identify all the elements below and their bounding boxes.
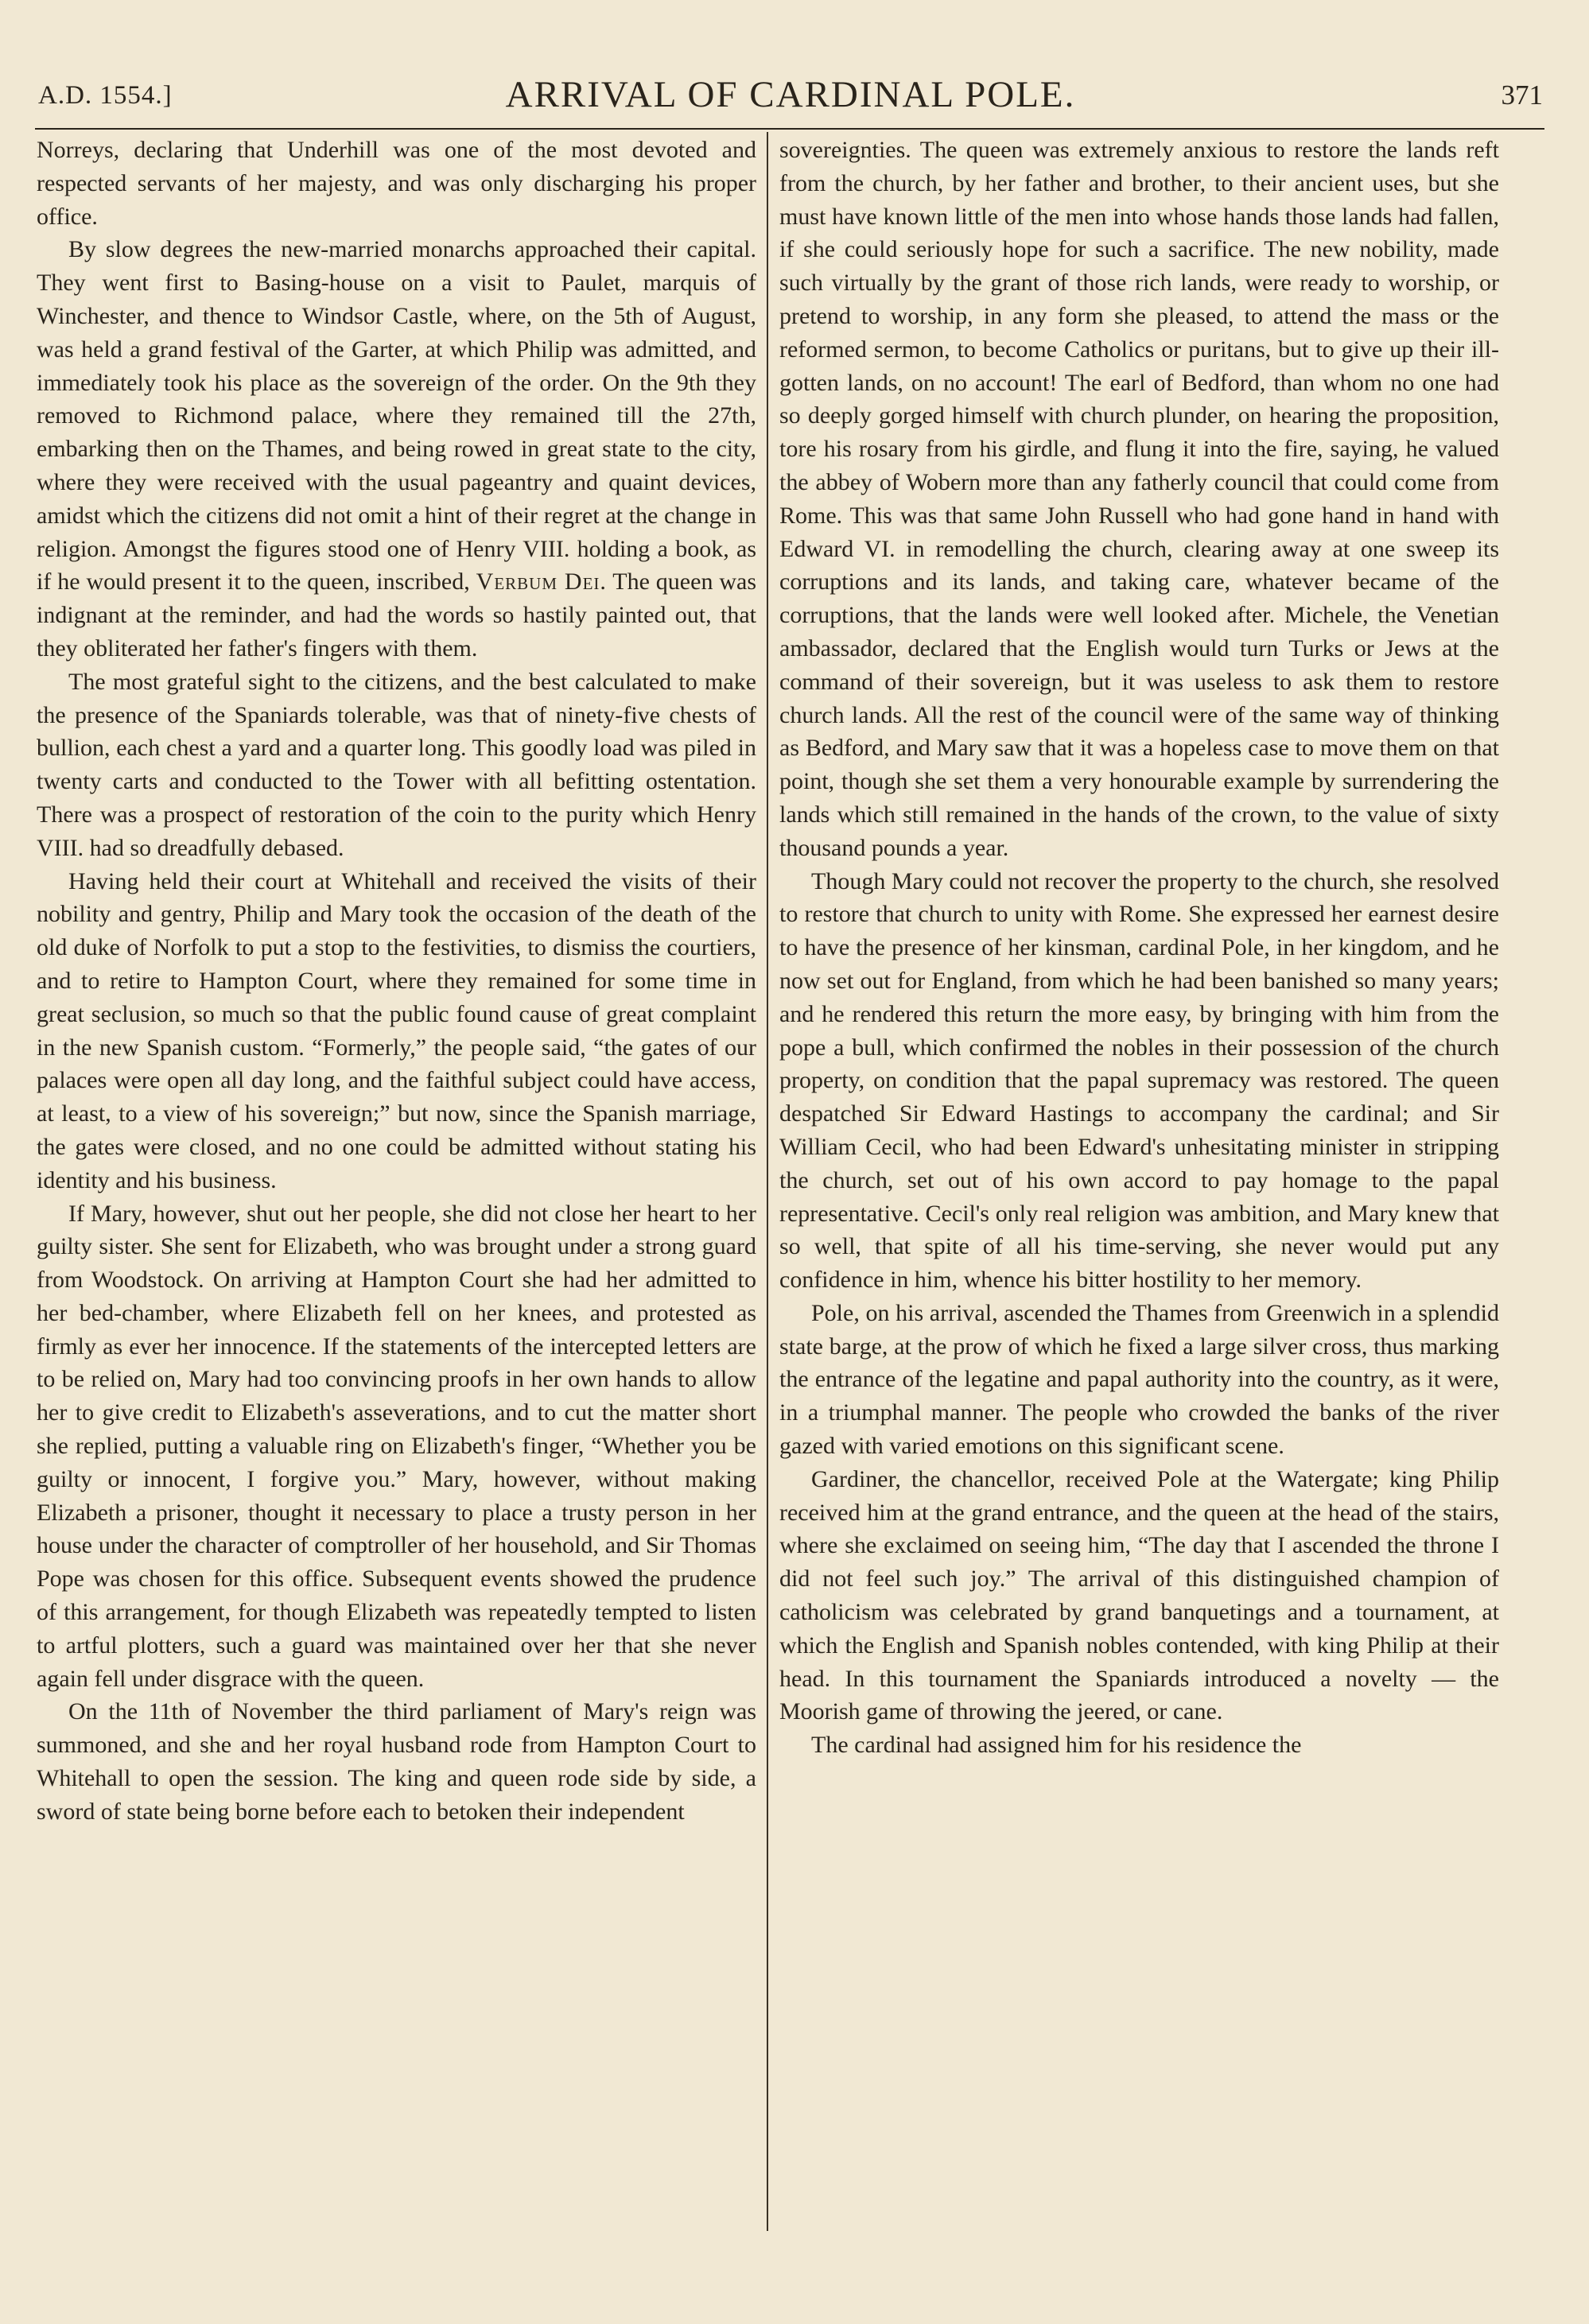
paragraph: If Mary, however, shut out her people, she did not close her heart to her guilty sister. She sent for Elizabeth, who was brought under a strong guard from Woodstock. On arriving at Hampton Court she had her admitted to her bed-chamber, where Elizabeth fell on her knees, and protested as firmly as ever her innocence. If the statements of the intercepted letters are to be relied on, Mary had too convincing proofs in her own hands to allow her to give credit to Elizabeth's asseverations, and to cut the matter short she replied, putting a valuable ring on Elizabeth's finger, “Whether you be guilty or innocent, I forgive you.” Mary, however, without making Elizabeth a prisoner, thought it necessary to place a trusty person in her house under the character of comptroller of her household, and Sir Thomas Pope was chosen for this office. Subsequent events showed the prudence of this arrangement, for though Elizabeth was repeatedly tempted to listen to artful plotters, such a guard was maintained over her that she never again fell under disgrace with the queen. [37, 1200, 756, 1692]
paragraph: sovereignties. The queen was extremely anxious to restore the lands reft from the church, by her father and brother, to their ancient uses, but she must have known little of the men into whose hands those lands had fallen, if she could seriously hope for such a sacrifice. The new nobility, made such virtually by the grant of those rich lands, were ready to worship, or pretend to worship, in any form she pleased, to attend the mass or the reformed sermon, to become Catholics or puritans, but to give up their ill-gotten lands, on no account! The earl of Bedford, than whom no one had so deeply gorged himself with church plunder, on hearing the proposition, tore his rosary from his girdle, and flung it into the fire, saying, he valued the abbey of Wobern more than any fatherly council that could come from Rome. This was that same John Russell who had gone hand in hand with Edward VI. in remodelling the church, clearing away at one sweep its corruptions and its lands, and taking care, whatever became of the corruptions, that the lands were well looked after. Michele, the Venetian ambassador, declared that the English would turn Turks or Jews at the command of their sovereign, but it was useless to ask them to restore church lands. All the rest of the council were of the same way of thinking as Bedford, and Mary saw that it was a hopeless case to move them on that point, though she set them a very honourable example by surrendering the lands which still remained in the hands of the crown, to the value of sixty thousand pounds a year. [779, 137, 1499, 861]
page-number: 371 [1501, 80, 1543, 111]
paragraph: Though Mary could not recover the property to the church, she resolved to restore that church to unity with Rome. She expressed her earnest desire to have the presence of her kinsman, cardinal Pole, in her kingdom, and he now set out for England, from which he had been banished so many years; and he rendered this return the more easy, by bringing with him from the pope a bull, which confirmed the nobles in their possession of the church property, on condition that the papal supremacy was restored. The queen despatched Sir Edward Hastings to accompany the cardinal; and Sir William Cecil, who had been Edward's unhesitating minister in stripping the church, set out of his own accord to pay homage to the papal representative. Cecil's only real religion was ambition, and Mary knew that so well, that spite of all his time-serving, she never would put any confidence in him, whence his bitter hostility to her memory. [779, 867, 1499, 1294]
paragraph: The cardinal had assigned him for his residence the [811, 1732, 1302, 1759]
paragraph: The most grateful sight to the citizens, and the best calculated to make the presence of the Spaniards tolerable, was that of ninety-five chests of bullion, each chest a yard and a quarter long. This goodly load was piled in twenty carts and conducted to the Tower with all befitting ostentation. There was a prospect of restoration of the coin to the purity which Henry VIII. had so dreadfully debased. [37, 668, 756, 861]
inscription-text: Verbum Dei. [476, 568, 607, 596]
right-column [779, 134, 1499, 1762]
column-divider [767, 132, 768, 2231]
paragraph-text: By slow degrees the new-married monarchs approached their capital. They went first to Basing-house on a visit to Paulet, marquis of Winchester, and thence to Windsor Castle, where, on the 5th of August, was held a grand festival of the Garter, at which Philip was admitted, and immediately took his place as the sovereign of the order. On the 9th they removed to Richmond palace, where they remained till the 27th, embarking then on the Thames, and being rowed in great state to the city, where they were received with the usual pageantry and quaint devices, amidst which the citizens did not omit a hint of their regret at the change in religion. Amongst the figures stood one of Henry VIII. holding a book, as if he would present it to the queen, inscribed, [37, 236, 756, 596]
paragraph: On the 11th of November the third parliament of Mary's reign was summoned, and she and her royal husband rode from Hampton Court to Whitehall to open the session. The king and queen rode side by side, a sword of state being borne before each to betoken their independent [37, 1698, 756, 1825]
header-date: A.D. 1554.] [38, 81, 173, 110]
paragraph-text: The queen was indignant at the reminder, and had the words so hastily painted out, that they obliterated her father's fingers with them. [37, 568, 756, 662]
paragraph: Norreys, declaring that Underhill was one of the most devoted and respected servants of her majesty, and was only discharging his proper office. [37, 137, 756, 230]
left-column [37, 134, 756, 1829]
paragraph: Pole, on his arrival, ascended the Thames from Greenwich in a splendid state barge, at the prow of which he fixed a large silver cross, thus marking the entrance of the legatine and papal authority into the country, as it were, in a triumphal manner. The people who crowded the banks of the river gazed with varied emotions on this significant scene. [779, 1299, 1499, 1460]
running-head [38, 73, 1543, 121]
paragraph [37, 233, 756, 665]
paragraph: Gardiner, the chancellor, received Pole at the Watergate; king Philip received him at the grand entrance, and the queen at the head of the stairs, where she exclaimed on seeing him, “The day that I ascended the throne I did not feel such joy.” The arrival of this distinguished champion of catholicism was celebrated by grand banquetings and a tournament, at which the English and Spanish nobles contended, with king Philip at their head. In this tournament the Spaniards introduced a novelty — the Moorish game of throwing the jeered, or cane. [779, 1465, 1499, 1725]
page-title: ARRIVAL OF CARDINAL POLE. [505, 74, 1076, 115]
header-rule [35, 128, 1544, 130]
paragraph: Having held their court at Whitehall and received the visits of their nobility and gentry, Philip and Mary took the occasion of the death of the old duke of Norfolk to put a stop to the festivities, to dismiss the courtiers, and to retire to Hampton Court, where they remained for some time in great seclusion, so much so that the public found cause of great complaint in the new Spanish custom. “Formerly,” the people said, “the gates of our palaces were open all day long, and the faithful subject could have access, at least, to a view of his sovereign;” but now, since the Spanish marriage, the gates were closed, and no one could be admitted without stating his identity and his business. [37, 867, 756, 1193]
